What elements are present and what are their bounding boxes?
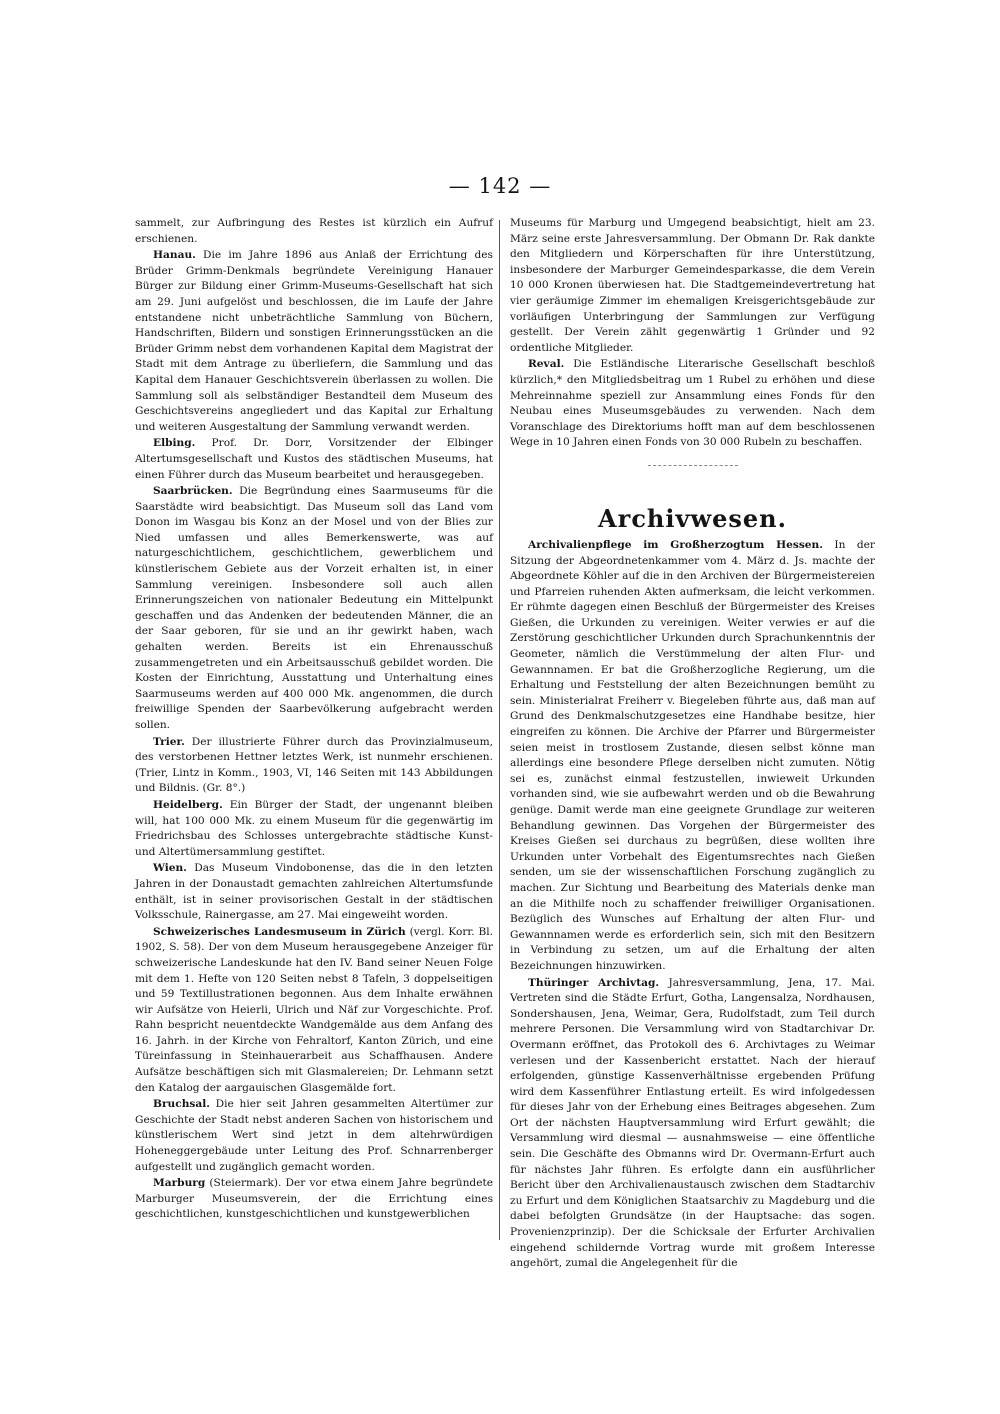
article-title: Hanau. (153, 249, 196, 262)
section-divider (648, 465, 738, 466)
article-paragraph: Saarbrücken. Die Begründung eines Saarmuseums für die Saarstädte wird beabsichtigt. Das Museum soll das Land vom Donon im Wasgau bis Konz an der Mosel und von der Blies zur Nied umfassen und alles Bemerkenswerte, was auf naturgeschichtlichem, geschichtlichem, gewerblichem und künstlerischem Gebiete aus der Vorzeit erhalten ist, in einer Sammlung vereinigen. Insbesondere soll auch allen Erinnerungszeichen von nationaler Bedeutung ein Mittelpunkt geschaffen und das Andenken der bedeutenden Männer, die an der Saar geboren, für sie und an ihr gewirkt haben, wach gehalten werden. Bereits ist ein Ehrenausschuß zusammengetreten und ein Arbeitsausschuß gebildet worden. Die Kosten der Einrichtung, Ausstattung und Unterhaltung eines Saarmuseums werden auf 400 000 Mk. angenommen, die durch freiwillige Spenden der Saarbevölkerung aufgebracht werden sollen. (135, 485, 493, 731)
article-title: Archivalienpflege im Großherzogtum Hessen. (528, 538, 823, 551)
article-paragraph: Trier. Der illustrierte Führer durch das Provinzialmuseum, des verstorbenen Hettner letztes Werk, ist nunmehr erschienen. (Trier, Lintz in Komm., 1903, VI, 146 Seiten mit 143 Abbildungen und Bildnis. (Gr. 8°.) (135, 735, 493, 795)
article-paragraph: sammelt, zur Aufbringung des Restes ist kürzlich ein Aufruf erschienen. (135, 217, 493, 245)
article-title: Wien. (153, 862, 187, 875)
article-paragraph: Museums für Marburg und Umgegend beabsichtigt, hielt am 23. März seine erste Jahresversammlung. Der Obmann Dr. Rak dankte den Mitgliedern und Körperschaften für ihre Unterstützung, insbesondere der Marburger Gemeindesparkasse, die dem Verein 10 000 Kronen überwiesen hat. Die Stadtgemeindevertretung hat vier geräumige Zimmer im ehemaligen Kreisgerichtsgebäude zur vorläufigen Unterbringung der Sammlungen zur Verfügung gestellt. Der Verein zählt gegenwärtig 1 Gründer und 92 ordentliche Mitglieder. (510, 217, 875, 354)
left-column (135, 216, 493, 1223)
article-paragraph: Marburg (Steiermark). Der vor etwa einem Jahre begründete Marburger Museumsverein, der die Errichtung eines geschichtlichen, kunstgeschichtlichen und kunstgewerblichen (135, 1177, 493, 1221)
article-title: Heidelberg. (153, 798, 223, 811)
article-title: Reval. (528, 358, 565, 371)
article-paragraph: Thüringer Archivtag. Jahresversammlung, Jena, 17. Mai. Vertreten sind die Städte Erfurt, Gotha, Langensalza, Nordhausen, Sondershausen, Jena, Weimar, Gera, Rudolfstadt, zum Teil durch mehrere Personen. Die Versammlung wird von Stadtarchivar Dr. Overmann eröffnet, das Protokoll des 6. Archivtages zu Weimar verlesen und der Kassenbericht erstattet. Nach der hierauf erfolgenden, günstige Kassenverhältnisse ergebenden Prüfung wird dem Kassenführer Entlastung erteilt. Es wird infolgedessen für dieses Jahr von der Erhebung eines Beitrages abgesehen. Zum Ort der nächsten Hauptversammlung wird Erfurt gewählt; die Versammlung wird diesmal — ausnahmsweise — eine öffentliche sein. Die Geschäfte des Obmanns wird Dr. Overmann-Erfurt auch für nächstes Jahr führen. Es erfolgte dann ein ausführlicher Bericht über den Archivalienaustausch zwischen dem Stadtarchiv zu Erfurt und dem Königlichen Staatsarchiv zu Magdeburg und die dabei befolgten Grundsätze (in der Hauptsache: das sogen. Provenienzprinzip). Der die Schicksale der Erfurter Archivalien eingehend schildernde Vortrag wurde mit großem Interesse angehört, zumal die Angelegenheit für die (510, 976, 875, 1270)
column-rule (499, 220, 500, 1240)
article-paragraph: Bruchsal. Die hier seit Jahren gesammelten Altertümer zur Geschichte der Stadt nebst anderen Sachen von historischem und künstlerischem Wert sind jetzt in dem altehrwürdigen Hoheneggergebäude unter Leitung des Prof. Schnarrenberger aufgestellt und zugänglich gemacht worden. (135, 1098, 493, 1173)
article-paragraph: Elbing. Prof. Dr. Dorr, Vorsitzender der Elbinger Altertumsgesellschaft und Kustos des städtischen Museums, hat einen Führer durch das Museum bearbeitet und herausgegeben. (135, 437, 493, 481)
article-title: Elbing. (153, 437, 196, 450)
article-paragraph: Wien. Das Museum Vindobonense, das die in den letzten Jahren in der Donaustadt gemachten zahlreichen Altertumsfunde enthält, ist in seiner provisorischen Gestalt in der städtischen Volksschule, Rainergasse, am 27. Mai eingeweiht worden. (135, 862, 493, 922)
article-paragraph: Heidelberg. Ein Bürger der Stadt, der ungenannt bleiben will, hat 100 000 Mk. zu einem Museum für die gegenwärtig im Friedrichsbau des Schlosses untergebrachte städtische Kunst- und Altertümersammlung gestiftet. (135, 798, 494, 858)
article-paragraph: Archivalienpflege im Großherzogtum Hessen. In der Sitzung der Abgeordnetenkammer vom 4. März d. Js. machte der Abgeordnete Köhler auf die in den Archiven der Bürgermeistereien und Pfarreien ruhenden Akten aufmerksam, die leicht verkommen. Er rühmte dagegen einen Beschluß der Bürgermeister des Kreises Gießen, die Urkunden zu vereinigen. Weiter verwies er auf die Zerstörung geschichtlicher Urkunden durch Sprachunkenntnis der Geometer, nämlich die Verstümmelung der alten Flur- und Gewannnamen. Er bat die Großherzogliche Regierung, um die Erhaltung und Feststellung der alten Bezeichnungen bemüht zu sein. Ministerialrat Freiherr v. Biegeleben führte aus, daß man auf Grund des Denkmalschutzgesetzes eine Handhabe besitze, hier eingreifen zu können. Die Archive der Pfarrer und Bürgermeister seien meist in trostlosem Zustande, diesen selbst könne man allerdings eine besondere Pflege derselben nicht zumuten. Nötig sei es, zunächst einmal festzustellen, inwieweit Urkunden vorhanden sind, wie sie aufbewahrt werden und ob die Bewahrung genüge. Damit werde man eine geeignete Grundlage zur weiteren Behandlung gewinnen. Das Vorgehen der Bürgermeister des Kreises Gießen sei durchaus zu begrüßen, diese wollten ihre Urkunden unter Vorbehalt des Eigentumsrechtes nach Gießen senden, um sie der wissenschaftlichen Forschung zugänglich zu machen. Zur Sichtung und Bearbeitung des Materials denke man an die Mithilfe noch zu schaffender freiwilliger Organisationen. Bezüglich des Wunsches auf Erhaltung der alten Flur- und Gewannnamen werde es erforderlich sein, sich mit den Besitzern in Verbindung zu setzen, um auf die Erhaltung der alten Bezeichnungen hinzuwirken. (510, 538, 875, 972)
article-paragraph: Schweizerisches Landesmuseum in Zürich (vergl. Korr. Bl. 1902, S. 58). Der von dem Museum herausgegebene Anzeiger für schweizerische Landeskunde hat den IV. Band seiner Neuen Folge mit dem 1. Hefte von 120 Seiten nebst 8 Tafeln, 3 doppelseitigen und 59 Textillustrationen begonnen. Aus dem Inhalte erwähnen wir Aufsätze von Heierli, Ulrich und Näf zur Vorgeschichte. Prof. Rahn bespricht neuentdeckte Wandgemälde aus dem Anfang des 16. Jahrh. in der Kirche von Fehraltorf, Kanton Zürich, und eine Türeinfassung in Steinhauerarbeit aus Schaffhausen. Andere Aufsätze beschäftigen sich mit Glasmalereien; Dr. Lehmann setzt den Katalog der aargauischen Glasgemälde fort. (135, 925, 493, 1094)
right-column (510, 216, 875, 1272)
article-title: Trier. (153, 735, 185, 748)
section-heading: Archivwesen. (598, 503, 787, 533)
article-paragraph: Reval. Die Estländische Literarische Gesellschaft beschloß kürzlich,* den Mitgliedsbeitrag um 1 Rubel zu erhöhen und diese Mehreinnahme speziell zur Ansammlung eines Fonds für den Neubau eines Museumsgebäudes zu verwenden. Nach dem Voranschlage des Direktoriums hofft man auf dem beschlossenen Wege in 10 Jahren einen Fonds von 30 000 Rubeln zu beschaffen. (510, 358, 875, 449)
article-title: Thüringer Archivtag. (528, 976, 660, 989)
article-title: Bruchsal. (153, 1098, 210, 1111)
page-number: — 142 — (448, 174, 552, 198)
article-title: Saarbrücken. (153, 485, 233, 498)
article-title: Marburg (153, 1177, 206, 1190)
article-title: Schweizerisches Landesmuseum in Zürich (153, 925, 406, 938)
article-paragraph: Hanau. Die im Jahre 1896 aus Anlaß der Errichtung des Brüder Grimm-Denkmals begründete Vereinigung Hanauer Bürger zur Bildung einer Grimm-Museums-Gesellschaft hat sich am 29. Juni aufgelöst und beschlossen, die im Laufe der Jahre entstandene nicht unbeträchtliche Sammlung von Büchern, Handschriften, Bildern und sonstigen Erinnerungsstücken an die Brüder Grimm nebst dem vorhandenen Kapital dem Magistrat der Stadt mit dem Antrage zu überliefern, die Sammlung und das Kapital dem Hanauer Geschichtsverein überlassen zu wollen. Die Sammlung soll als selbständiger Bestandteil dem Museum des Geschichtsvereins angegliedert und das Kapital zur Erhaltung und weiteren Ausgestaltung der Sammlung verwandt werden. (135, 249, 493, 433)
